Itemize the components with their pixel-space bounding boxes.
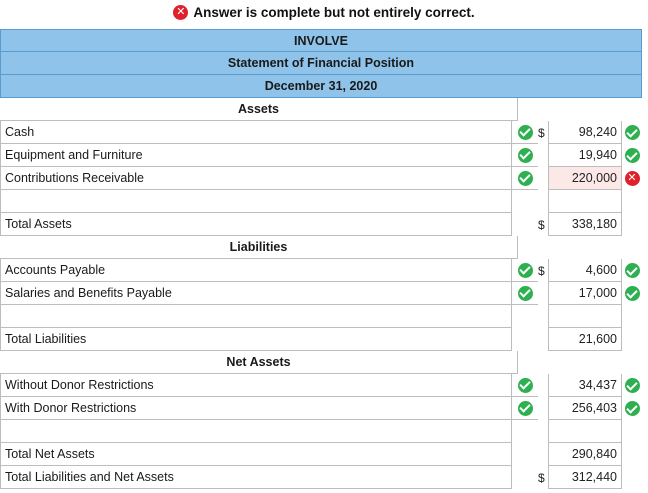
row-label: Total Liabilities	[0, 328, 512, 351]
financial-statement-table	[0, 29, 648, 489]
amount-input[interactable]	[548, 190, 622, 213]
table-row-accounts-payable	[0, 259, 648, 282]
table-row-total-liabilities	[0, 328, 648, 351]
checkmark-icon	[518, 286, 533, 301]
org-name-header: INVOLVE	[0, 29, 642, 52]
amount-input[interactable]: 34,437	[548, 374, 622, 397]
row-label[interactable]: Accounts Payable	[0, 259, 512, 282]
amount-value: 290,840	[548, 443, 622, 466]
amount-input[interactable]: 256,403	[548, 397, 622, 420]
row-label[interactable]	[0, 305, 512, 328]
row-label[interactable]: Contributions Receivable	[0, 167, 512, 190]
checkmark-icon	[518, 378, 533, 393]
error-x-icon: ✕	[173, 5, 188, 20]
table-row-total-liabilities-net-assets	[0, 466, 648, 489]
table-row-total-assets	[0, 213, 648, 236]
amount-input[interactable]: 19,940	[548, 144, 622, 167]
checkmark-icon	[625, 263, 640, 278]
statement-title-header: Statement of Financial Position	[0, 52, 642, 75]
section-assets	[0, 98, 648, 121]
error-x-icon: ✕	[625, 171, 640, 186]
checkmark-icon	[625, 286, 640, 301]
row-label[interactable]: Equipment and Furniture	[0, 144, 512, 167]
section-label: Net Assets	[0, 351, 518, 374]
result-banner	[0, 0, 648, 24]
checkmark-icon	[625, 125, 640, 140]
amount-input[interactable]	[548, 305, 622, 328]
section-liabilities	[0, 236, 648, 259]
amount-value: 21,600	[548, 328, 622, 351]
table-row-without-donor	[0, 374, 648, 397]
dollar-sign: $	[538, 470, 545, 485]
table-row-equipment	[0, 144, 648, 167]
table-row-blank	[0, 305, 648, 328]
row-label: Total Liabilities and Net Assets	[0, 466, 512, 489]
checkmark-icon	[518, 263, 533, 278]
row-label: Total Net Assets	[0, 443, 512, 466]
dollar-sign: $	[538, 217, 545, 232]
amount-input[interactable]	[548, 420, 622, 443]
row-label[interactable]: Cash	[0, 121, 512, 144]
checkmark-icon	[518, 171, 533, 186]
checkmark-icon	[625, 378, 640, 393]
amount-input[interactable]: 17,000	[548, 282, 622, 305]
table-row-cash	[0, 121, 648, 144]
amount-value: 312,440	[548, 466, 622, 489]
row-label[interactable]: Salaries and Benefits Payable	[0, 282, 512, 305]
table-row-salaries	[0, 282, 648, 305]
checkmark-icon	[625, 148, 640, 163]
row-label[interactable]	[0, 190, 512, 213]
table-row-blank	[0, 420, 648, 443]
table-row-contributions	[0, 167, 648, 190]
amount-input[interactable]: 4,600	[548, 259, 622, 282]
checkmark-icon	[518, 401, 533, 416]
checkmark-icon	[518, 125, 533, 140]
statement-date-header: December 31, 2020	[0, 75, 642, 98]
row-label[interactable]	[0, 420, 512, 443]
section-net-assets	[0, 351, 648, 374]
amount-input[interactable]: 98,240	[548, 121, 622, 144]
row-label[interactable]: Without Donor Restrictions	[0, 374, 512, 397]
table-row-total-net-assets	[0, 443, 648, 466]
dollar-sign: $	[538, 125, 545, 140]
amount-value: 338,180	[548, 213, 622, 236]
section-label: Liabilities	[0, 236, 518, 259]
amount-input[interactable]: 220,000	[548, 167, 622, 190]
row-label: Total Assets	[0, 213, 512, 236]
dollar-sign: $	[538, 263, 545, 278]
table-row-blank	[0, 190, 648, 213]
result-message: Answer is complete but not entirely correct.	[193, 4, 475, 20]
section-label: Assets	[0, 98, 518, 121]
checkmark-icon	[625, 401, 640, 416]
table-row-with-donor	[0, 397, 648, 420]
row-label[interactable]: With Donor Restrictions	[0, 397, 512, 420]
checkmark-icon	[518, 148, 533, 163]
